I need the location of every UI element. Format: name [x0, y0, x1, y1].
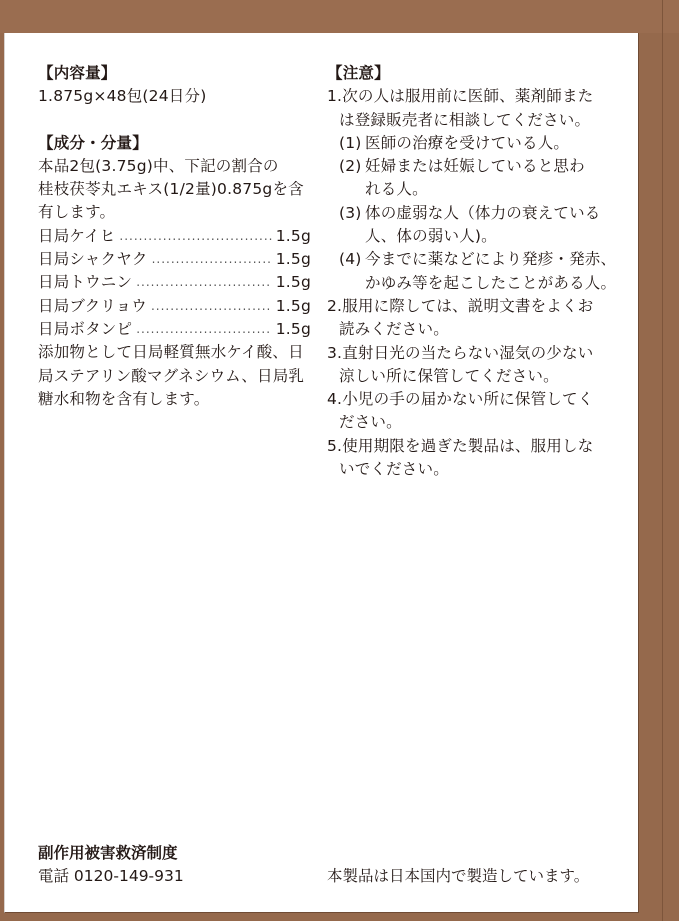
- ingredient-row: [38, 248, 311, 271]
- box-flap-top: [0, 0, 679, 33]
- ingredient-amount: 1.5g: [275, 296, 311, 315]
- subitem-number: (3): [339, 203, 362, 222]
- caution-text: 次の人は服用前に医師、薬剤師また: [342, 87, 594, 106]
- leader-dots: [152, 248, 272, 271]
- ingredient-name: 日局トウニン: [38, 273, 133, 292]
- ingredients-intro-line: 桂枝茯苓丸エキス(1/2量)0.875gを含: [38, 180, 304, 199]
- caution-item-continued: [327, 318, 617, 341]
- caution-text: いでください。: [339, 460, 449, 479]
- ingredient-row: [38, 295, 311, 318]
- left-column: [38, 62, 323, 411]
- relief-system-title: 副作用被害救済制度: [38, 844, 178, 862]
- caution-subitem-continued: [327, 225, 617, 248]
- caution-subitem-continued: [327, 178, 617, 201]
- caution-item: [327, 85, 617, 108]
- caution-text: は登録販売者に相談してください。: [339, 110, 591, 129]
- subitem-text: 医師の治療を受けている人。: [365, 133, 570, 152]
- made-in-japan-note: 本製品は日本国内で製造しています。: [327, 867, 590, 885]
- ingredient-amount: 1.5g: [275, 273, 311, 292]
- leader-dots: [151, 295, 272, 318]
- caution-item: [327, 388, 617, 411]
- contents-value: 1.875g×48包(24日分): [38, 87, 207, 106]
- ingredients-intro-line: 有します。: [38, 203, 116, 222]
- caution-item: [327, 295, 617, 318]
- ingredient-name: 日局ボタンピ: [38, 319, 133, 338]
- caution-item-continued: [327, 109, 617, 132]
- ingredient-amount: 1.5g: [275, 319, 311, 338]
- subitem-text: かゆみ等を起こしたことがある人。: [365, 273, 617, 292]
- ingredient-name: 日局ケイヒ: [38, 226, 116, 245]
- ingredient-name: 日局ブクリョウ: [38, 296, 147, 315]
- subitem-text: 人、体の弱い人)。: [365, 227, 497, 246]
- additives-line: 添加物として日局軽質無水ケイ酸、日: [38, 343, 304, 362]
- caution-text: 涼しい所に保管してください。: [339, 366, 559, 385]
- caution-subitem: [327, 132, 617, 155]
- caution-item-continued: [327, 458, 617, 481]
- relief-phone: 電話 0120-149-931: [38, 867, 184, 886]
- ingredient-row: [38, 271, 311, 294]
- caution-number: 5.: [327, 436, 343, 455]
- ingredient-row: [38, 318, 311, 341]
- caution-item-continued: [327, 365, 617, 388]
- ingredient-row: [38, 225, 311, 248]
- caution-text: 読みください。: [339, 320, 449, 339]
- caution-subitem: [327, 202, 617, 225]
- ingredients-heading: 【成分・分量】: [38, 133, 148, 152]
- additives-line: 糖水和物を含有します。: [38, 389, 210, 408]
- caution-item: [327, 435, 617, 458]
- caution-subitem: [327, 248, 617, 271]
- caution-text: 小児の手の届かない所に保管してく: [342, 390, 594, 409]
- subitem-number: (2): [339, 157, 362, 176]
- ingredient-amount: 1.5g: [275, 250, 311, 269]
- box-fold-line: [662, 0, 663, 921]
- caution-text: ださい。: [339, 413, 402, 432]
- cautions-heading: 【注意】: [327, 64, 390, 82]
- caution-item-continued: [327, 411, 617, 434]
- subitem-number: (1): [339, 133, 362, 152]
- leader-dots: [136, 271, 272, 294]
- caution-number: 4.: [327, 390, 343, 409]
- caution-subitem-continued: [327, 272, 617, 295]
- caution-item: [327, 342, 617, 365]
- subitem-text: れる人。: [365, 180, 428, 199]
- caution-text: 服用に際しては、説明文書をよくお: [342, 296, 594, 315]
- right-column: [327, 62, 617, 481]
- caution-text: 使用期限を過ぎた製品は、服用しな: [342, 436, 594, 455]
- ingredients-intro-line: 本品2包(3.75g)中、下記の割合の: [38, 156, 279, 175]
- caution-number: 1.: [327, 87, 343, 106]
- contents-heading: 【内容量】: [38, 64, 117, 82]
- ingredient-amount: 1.5g: [275, 226, 311, 245]
- relief-system-block: [38, 842, 184, 889]
- caution-number: 2.: [327, 296, 343, 315]
- leader-dots: [136, 318, 272, 341]
- caution-subitem: [327, 155, 617, 178]
- subitem-text: 体の虚弱な人（体力の衰えている: [365, 203, 601, 222]
- leader-dots: [119, 225, 271, 248]
- subitem-text: 今までに薬などにより発疹・発赤、: [365, 250, 617, 269]
- subitem-text: 妊婦または妊娠していると思わ: [365, 157, 585, 176]
- ingredient-name: 日局シャクヤク: [38, 250, 148, 269]
- caution-number: 3.: [327, 343, 343, 362]
- subitem-number: (4): [339, 250, 362, 269]
- additives-line: 局ステアリン酸マグネシウム、日局乳: [38, 366, 305, 385]
- caution-text: 直射日光の当たらない湿気の少ない: [342, 343, 594, 362]
